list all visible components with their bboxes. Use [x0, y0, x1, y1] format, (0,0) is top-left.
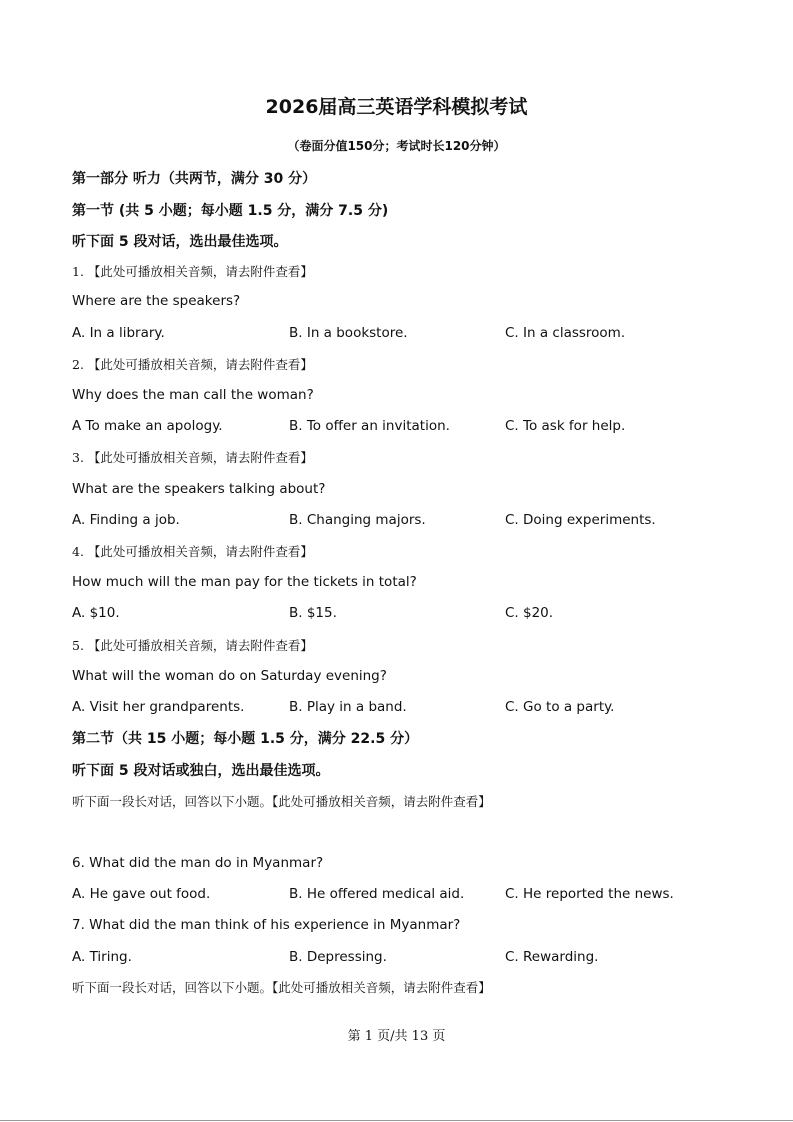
option-b: B. Changing majors. [289, 512, 426, 528]
section2-instruction: 听下面 5 段对话或独白，选出最佳选项。 [72, 763, 330, 779]
section2-heading: 第二节（共 15 小题；每小题 1.5 分，满分 22.5 分） [72, 731, 419, 747]
audio-placeholder[interactable]: 3. 【此处可播放相关音频，请去附件查看】 [72, 450, 313, 465]
section1-instruction: 听下面 5 段对话，选出最佳选项。 [72, 234, 288, 250]
option-b: B. To offer an invitation. [289, 418, 450, 434]
question-stem: What will the woman do on Saturday evening? [72, 668, 387, 684]
audio-placeholder[interactable]: 1. 【此处可播放相关音频，请去附件查看】 [72, 264, 313, 279]
question-stem: How much will the man pay for the tickets in total? [72, 574, 417, 590]
option-a: A. $10. [72, 605, 120, 621]
audio-placeholder[interactable]: 听下面一段长对话，回答以下小题。【此处可播放相关音频，请去附件查看】 [72, 794, 491, 809]
option-a: A. Tiring. [72, 949, 132, 965]
option-a: A. Finding a job. [72, 512, 180, 528]
option-a: A. In a library. [72, 325, 165, 341]
audio-placeholder[interactable]: 2. 【此处可播放相关音频，请去附件查看】 [72, 357, 313, 372]
option-a: A To make an apology. [72, 418, 223, 434]
audio-placeholder[interactable]: 4. 【此处可播放相关音频，请去附件查看】 [72, 544, 313, 559]
option-a: A. He gave out food. [72, 886, 211, 902]
option-b: B. He offered medical aid. [289, 886, 465, 902]
option-c: C. In a classroom. [505, 325, 626, 341]
option-b: B. In a bookstore. [289, 325, 408, 341]
exam-subtitle: （卷面分值150分；考试时长120分钟） [287, 139, 506, 153]
option-c: C. Doing experiments. [505, 512, 656, 528]
question-stem: 7. What did the man think of his experience in Myanmar? [72, 917, 461, 933]
audio-placeholder[interactable]: 5. 【此处可播放相关音频，请去附件查看】 [72, 638, 313, 653]
option-b: B. $15. [289, 605, 337, 621]
question-stem: 6. What did the man do in Myanmar? [72, 855, 324, 871]
option-c: C. To ask for help. [505, 418, 626, 434]
bottom-divider [0, 1120, 793, 1121]
option-c: C. Go to a party. [505, 699, 615, 715]
option-c: C. $20. [505, 605, 554, 621]
option-a: A. Visit her grandparents. [72, 699, 245, 715]
question-stem: Why does the man call the woman? [72, 387, 314, 403]
part1-heading: 第一部分 听力（共两节，满分 30 分） [72, 171, 317, 187]
option-b: B. Depressing. [289, 949, 387, 965]
question-stem: What are the speakers talking about? [72, 481, 326, 497]
option-b: B. Play in a band. [289, 699, 407, 715]
page-footer: 第 1 页/共 13 页 [347, 1029, 446, 1044]
option-c: C. Rewarding. [505, 949, 599, 965]
audio-placeholder[interactable]: 听下面一段长对话，回答以下小题。【此处可播放相关音频，请去附件查看】 [72, 980, 491, 995]
section1-heading: 第一节 (共 5 小题；每小题 1.5 分，满分 7.5 分) [72, 203, 389, 219]
page-title: 2026届高三英语学科模拟考试 [265, 96, 528, 118]
question-stem: Where are the speakers? [72, 293, 241, 309]
option-c: C. He reported the news. [505, 886, 674, 902]
